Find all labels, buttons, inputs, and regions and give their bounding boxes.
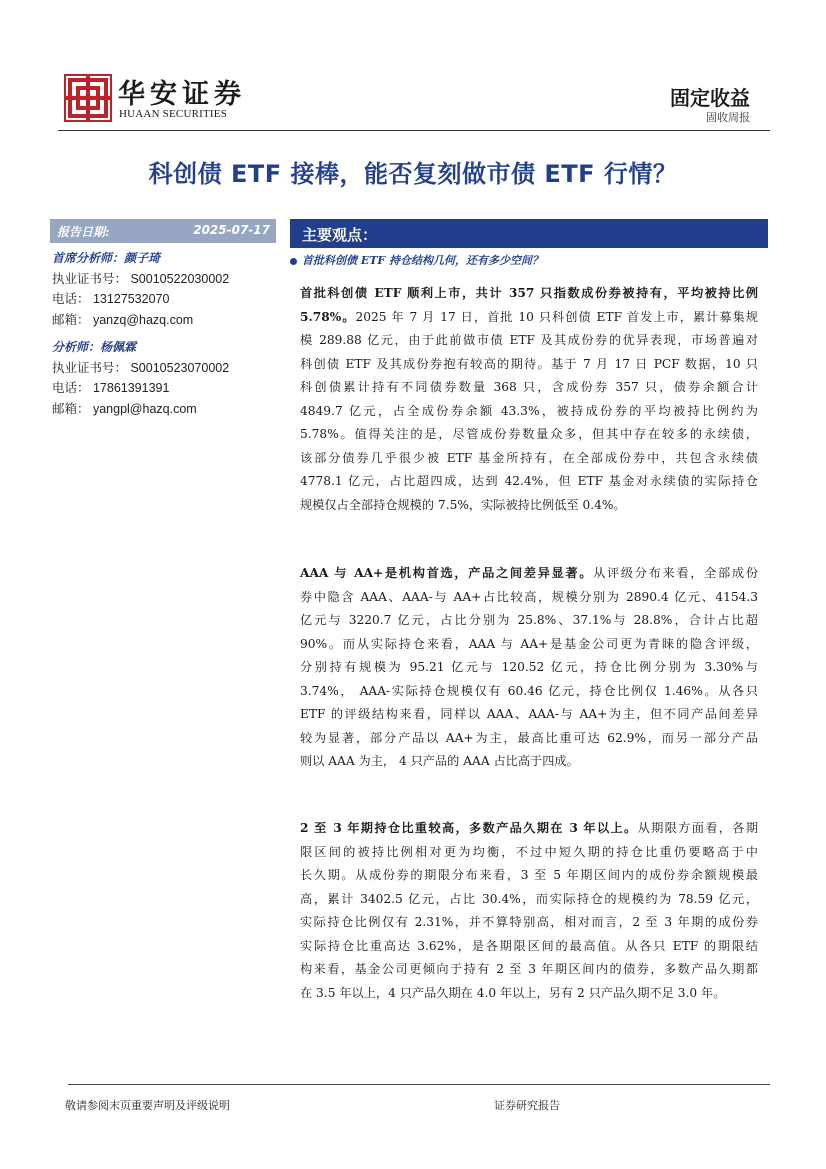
analyst-license: 执业证书号： S0010523070002 bbox=[52, 360, 230, 375]
bullet-dot-icon bbox=[290, 258, 297, 265]
paragraph-text: 该部分债券几乎很少被 ETF 基金所持有，在全部成份券中，共包含永续债 bbox=[300, 450, 758, 465]
paragraph-line bbox=[300, 376, 758, 400]
bullet-heading-text: 首批科创债 ETF 持仓结构几何，还有多少空间？ bbox=[302, 254, 544, 267]
paragraph-line bbox=[300, 609, 758, 633]
paragraph-line bbox=[300, 750, 758, 774]
paragraph-line bbox=[300, 329, 758, 353]
paragraph-text: 模 289.88 亿元，由于此前做市债 ETF 及其成份券的优异表现，市场普遍对 bbox=[300, 333, 758, 347]
paragraph-line bbox=[300, 680, 758, 704]
paragraph-text: 较为显著，部分产品以 AA+为主，最高比重可达 62.9%，而另一部分产品 bbox=[300, 730, 758, 745]
paragraph-text: 长久期。从成份券的期限分布来看，3 至 5 年期区间内的成份券余额规模最 bbox=[300, 868, 758, 882]
page-title: 科创债 ETF 接棒，能否复刻做市债 ETF 行情？ bbox=[148, 160, 678, 188]
paragraph-line bbox=[300, 423, 758, 447]
paragraph-text: 构来看，基金公司更倾向于持有 2 至 3 年期区间内的债券，多数产品久期都 bbox=[300, 962, 758, 976]
paragraph-lead: 2 至 3 年期持仓比重较高，多数产品久期在 3 年以上。 bbox=[300, 821, 638, 835]
paragraph-text: 科创债 ETF 及其成份券抱有较高的期待。基于 7 月 17 日 PCF 数据，10 只 bbox=[300, 356, 758, 371]
header-divider bbox=[58, 130, 770, 131]
paragraph-text: 分别持有规模为 95.21 亿元与 120.52 亿元，持仓比例分别为 3.30%与 bbox=[300, 660, 758, 674]
paragraph-rating bbox=[300, 562, 758, 774]
paragraph-lead: 5.78%。 bbox=[300, 309, 356, 324]
paragraph-line bbox=[300, 306, 758, 330]
paragraph-line bbox=[300, 841, 758, 865]
paragraph-line bbox=[300, 562, 758, 586]
paragraph-line bbox=[300, 958, 758, 982]
paragraph-line bbox=[300, 935, 758, 959]
paragraph-text: 4849.7 亿元，占全成份券余额 43.3%，被持成份券的平均被持比例约为 bbox=[300, 403, 758, 418]
analyst-license: 执业证书号： S0010522030002 bbox=[52, 271, 230, 286]
paragraph-line bbox=[300, 447, 758, 471]
paragraph-line bbox=[300, 727, 758, 751]
paragraph-text: 科创债累计持有不同债券数量 368 只，含成份券 357 只，债券余额合计 bbox=[300, 380, 758, 394]
analyst-name: 分析师：杨佩霖 bbox=[52, 340, 137, 354]
report-date-bar bbox=[50, 219, 276, 243]
paragraph-line bbox=[300, 353, 758, 377]
paragraph-lead: 首批科创债 ETF 顺利上市，共计 357 只指数成份券被持有，平均被持比例 bbox=[300, 286, 758, 300]
section-title: 主要观点： bbox=[302, 226, 378, 244]
paragraph-lead: AAA 与 AA+是机构首选，产品之间差异显著。 bbox=[300, 566, 594, 580]
paragraph-line bbox=[300, 633, 758, 657]
paragraph-text: 4778.1 亿元，占比超四成，达到 42.4%，但 ETF 基金对永续债的实际持仓 bbox=[300, 474, 758, 488]
paragraph-text: 从期限方面看，各期 bbox=[637, 821, 759, 835]
logo-english-name: HUAAN SECURITIES bbox=[119, 108, 228, 120]
analyst-phone: 电话： 13127532070 bbox=[52, 292, 170, 306]
paragraph-line bbox=[300, 400, 758, 424]
paragraph-line bbox=[300, 656, 758, 680]
paragraph-text: 则以 AAA 为主， 4 只产品的 AAA 占比高于四成。 bbox=[300, 754, 579, 768]
footer-divider bbox=[68, 1084, 770, 1085]
logo-chinese-name: 华安证券 bbox=[118, 79, 246, 110]
paragraph-text: 从评级分布来看，全部成份 bbox=[593, 566, 759, 580]
paragraph-text: ETF 的评级结构来看，同样以 AAA、AAA-与 AA+为主，但不同产品间差异 bbox=[300, 707, 758, 721]
paragraph-text: 3.74%， AAA-实际持仓规模仅有 60.46 亿元，持仓比例仅 1.46%。从各只 bbox=[300, 683, 758, 698]
paragraph-text: 实际持仓比例仅有 2.31%，并不算特别高，相对而言，2 至 3 年期的成份券 bbox=[300, 915, 758, 929]
paragraph-text: 限区间的被持比例相对更为均衡，不过中短久期的持仓比重仍要略高于中 bbox=[300, 844, 758, 859]
paragraph-text: 在 3.5 年以上，4 只产品久期在 4.0 年以上，另有 2 只产品久期不足 3.0 年。 bbox=[300, 985, 726, 1000]
paragraph-line bbox=[300, 282, 758, 306]
bullet-heading bbox=[290, 252, 543, 268]
footer-report-type: 证券研究报告 bbox=[494, 1099, 560, 1112]
paragraph-line bbox=[300, 888, 758, 912]
section-title-bar bbox=[290, 219, 768, 248]
analyst-block-2 bbox=[52, 337, 282, 419]
paragraph-line bbox=[300, 586, 758, 610]
paragraph-text: 亿元与 3220.7 亿元，占比分别为 25.8%、37.1%与 28.8%，合计占比超 bbox=[300, 613, 758, 627]
paragraph-text: 高，累计 3402.5 亿元，占比 30.4%，而实际持仓的规模约为 78.59 亿元， bbox=[300, 891, 758, 906]
paragraph-line bbox=[300, 817, 758, 841]
paragraph-line bbox=[300, 494, 758, 518]
paragraph-line bbox=[300, 982, 758, 1006]
analyst-email: 邮箱： yangpl@hazq.com bbox=[52, 401, 197, 416]
paragraph-text: 实际持仓比重高达 3.62%，是各期限区间的最高值。从各只 ETF 的期限结 bbox=[300, 938, 758, 953]
paragraph-maturity bbox=[300, 817, 758, 1005]
paragraph-line bbox=[300, 470, 758, 494]
footer-disclaimer: 敬请参阅末页重要声明及评级说明 bbox=[65, 1099, 230, 1112]
company-logo-icon bbox=[64, 74, 112, 122]
analyst-name: 首席分析师：颜子琦 bbox=[52, 251, 161, 265]
report-date-value: 2025-07-17 bbox=[193, 223, 270, 237]
paragraph-text: 5.78%。值得关注的是，尽管成份券数量众多，但其中存在较多的永续债， bbox=[300, 427, 758, 441]
paragraph-line bbox=[300, 703, 758, 727]
paragraph-text: 规模仅占全部持仓规模的 7.5%，实际被持比例低至 0.4%。 bbox=[300, 497, 626, 512]
paragraph-line bbox=[300, 911, 758, 935]
paragraph-text: 券中隐含 AAA、AAA-与 AA+占比较高，规模分别为 2890.4 亿元、4154.3 bbox=[300, 589, 758, 604]
paragraph-text: 2025 年 7 月 17 日，首批 10 只科创债 ETF 首发上市，累计募集规 bbox=[355, 309, 758, 324]
analyst-email: 邮箱： yanzq@hazq.com bbox=[52, 312, 194, 327]
report-category: 固定收益 bbox=[670, 86, 750, 110]
report-subcategory: 固收周报 bbox=[706, 111, 750, 124]
analyst-phone: 电话： 17861391391 bbox=[52, 381, 170, 395]
report-date-label: 报告日期: bbox=[57, 225, 110, 239]
analyst-block-1 bbox=[52, 248, 282, 330]
paragraph-line bbox=[300, 864, 758, 888]
paragraph-holdings bbox=[300, 282, 758, 517]
paragraph-text: 90%。而从实际持仓来看，AAA 与 AA+是基金公司更为青睐的隐含评级， bbox=[300, 636, 758, 651]
